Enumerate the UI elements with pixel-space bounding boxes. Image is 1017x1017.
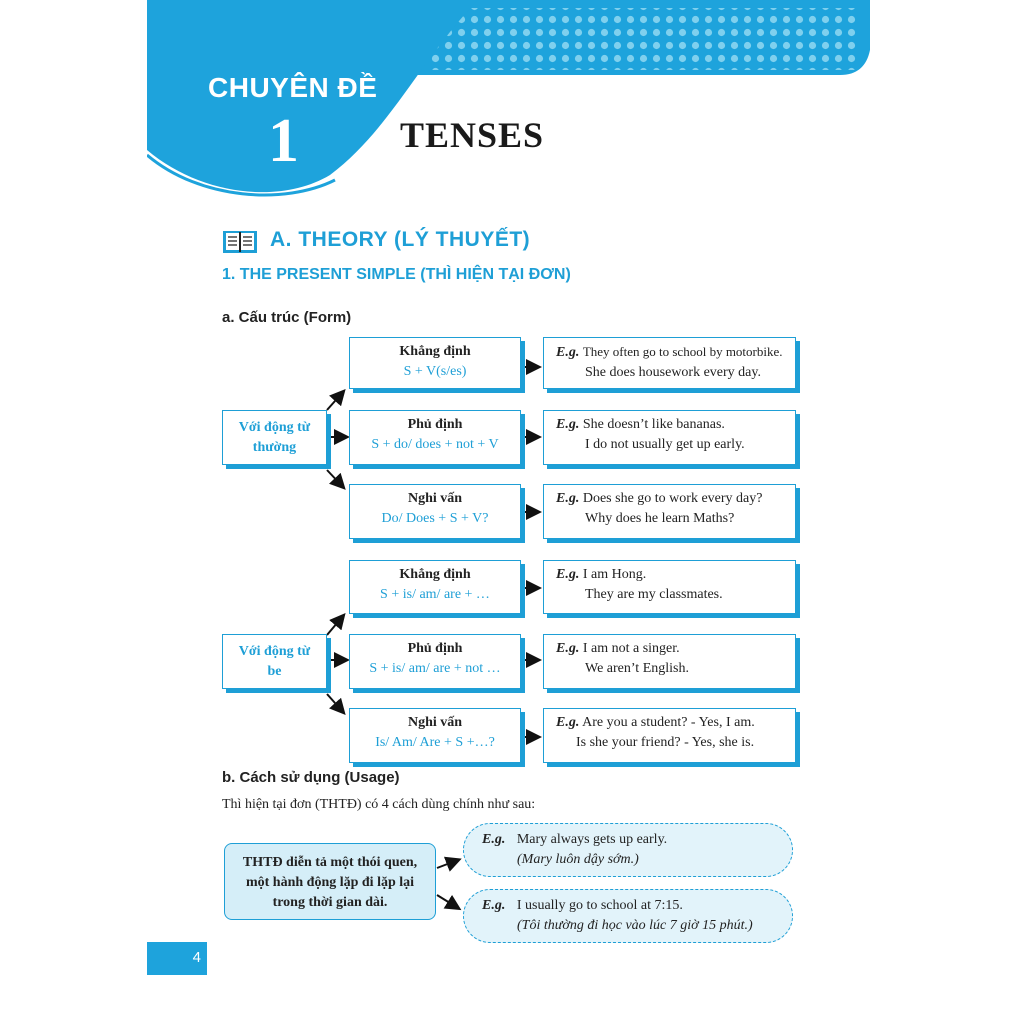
- usage-heading: b. Cách sử dụng (Usage): [222, 769, 400, 786]
- form-box-affirmative: [349, 560, 521, 614]
- example-line: Is she your friend? - Yes, she is.: [576, 735, 755, 750]
- usage-rule-box: [224, 843, 436, 920]
- eg-label: E.g.: [556, 417, 580, 432]
- form-box-affirmative: [349, 337, 521, 389]
- example-box: [543, 560, 796, 614]
- example-line: I am not a singer.: [582, 641, 680, 656]
- eg-label: E.g.: [482, 898, 506, 913]
- example-sentence: I usually go to school at 7:15.: [516, 898, 683, 913]
- example-box: [543, 337, 796, 389]
- form-type: Nghi vấn: [407, 491, 463, 506]
- example-line: Does she go to work every day?: [582, 491, 763, 506]
- source-line: thường: [252, 439, 297, 455]
- section-a-title: A. THEORY (LÝ THUYẾT): [270, 228, 531, 251]
- example-translation: (Tôi thường đi học vào lúc 7 giờ 15 phút.): [517, 918, 753, 933]
- usage-intro: Thì hiện tại đơn (THTĐ) có 4 cách dùng chính như sau:: [222, 797, 536, 812]
- form-formula: S + do/ does + not + V: [371, 437, 499, 452]
- form-box-interrogative: [349, 708, 521, 763]
- source-line: Với động từ: [238, 419, 311, 435]
- example-translation: (Mary luôn dậy sớm.): [517, 852, 639, 867]
- example-line: Are you a student? - Yes, I am.: [582, 715, 755, 730]
- eg-label: E.g.: [556, 641, 580, 656]
- eg-label: E.g.: [556, 567, 580, 582]
- rule-line: trong thời gian dài.: [272, 895, 388, 910]
- form-formula: Do/ Does + S + V?: [381, 511, 489, 526]
- example-box: [543, 634, 796, 689]
- example-sentence: Mary always gets up early.: [516, 832, 668, 847]
- eg-label: E.g.: [556, 715, 580, 730]
- form-type: Phủ định: [407, 417, 463, 432]
- form-formula: S + V(s/es): [403, 364, 467, 379]
- form-heading: a. Cấu trúc (Form): [222, 309, 352, 326]
- chapter-label: CHUYÊN ĐỀ: [208, 72, 378, 103]
- form-type: Khẳng định: [399, 344, 471, 359]
- rule-line: THTĐ diễn tả một thói quen,: [242, 855, 418, 870]
- chapter-number: 1: [268, 107, 299, 175]
- subsection-title: 1. THE PRESENT SIMPLE (THÌ HIỆN TẠI ĐƠN): [222, 266, 571, 283]
- usage-example-pill: [463, 823, 793, 877]
- example-line: I do not usually get up early.: [585, 437, 745, 452]
- example-line: Why does he learn Maths?: [585, 511, 735, 526]
- example-line: They are my classmates.: [585, 587, 723, 602]
- source-line: be: [267, 663, 282, 679]
- form-box-negative: [349, 634, 521, 689]
- form-formula: Is/ Am/ Are + S +…?: [375, 735, 495, 750]
- source-box-verb-be: [222, 634, 327, 689]
- example-line: We aren’t English.: [585, 661, 689, 676]
- topic-title: TENSES: [400, 115, 545, 155]
- source-line: Với động từ: [238, 643, 311, 659]
- example-line: She does housework every day.: [585, 365, 761, 380]
- form-formula: S + is/ am/ are + …: [380, 587, 490, 602]
- source-box-regular-verbs: [222, 410, 327, 465]
- example-box: [543, 708, 796, 763]
- form-box-interrogative: [349, 484, 521, 539]
- rule-line: một hành động lặp đi lặp lại: [245, 875, 415, 890]
- example-line: They often go to school by motorbike.: [582, 344, 783, 359]
- usage-example-pill: [463, 889, 793, 943]
- form-box-negative: [349, 410, 521, 465]
- form-type: Nghi vấn: [407, 715, 463, 730]
- example-line: She doesn’t like bananas.: [582, 417, 725, 432]
- form-formula: S + is/ am/ are + not …: [369, 661, 501, 676]
- form-type: Phủ định: [407, 641, 463, 656]
- example-line: I am Hong.: [582, 567, 647, 582]
- eg-label: E.g.: [482, 832, 506, 847]
- eg-label: E.g.: [556, 345, 580, 360]
- example-box: [543, 410, 796, 465]
- example-box: [543, 484, 796, 539]
- form-type: Khẳng định: [399, 567, 471, 582]
- eg-label: E.g.: [556, 491, 580, 506]
- page-number: 4: [147, 942, 207, 975]
